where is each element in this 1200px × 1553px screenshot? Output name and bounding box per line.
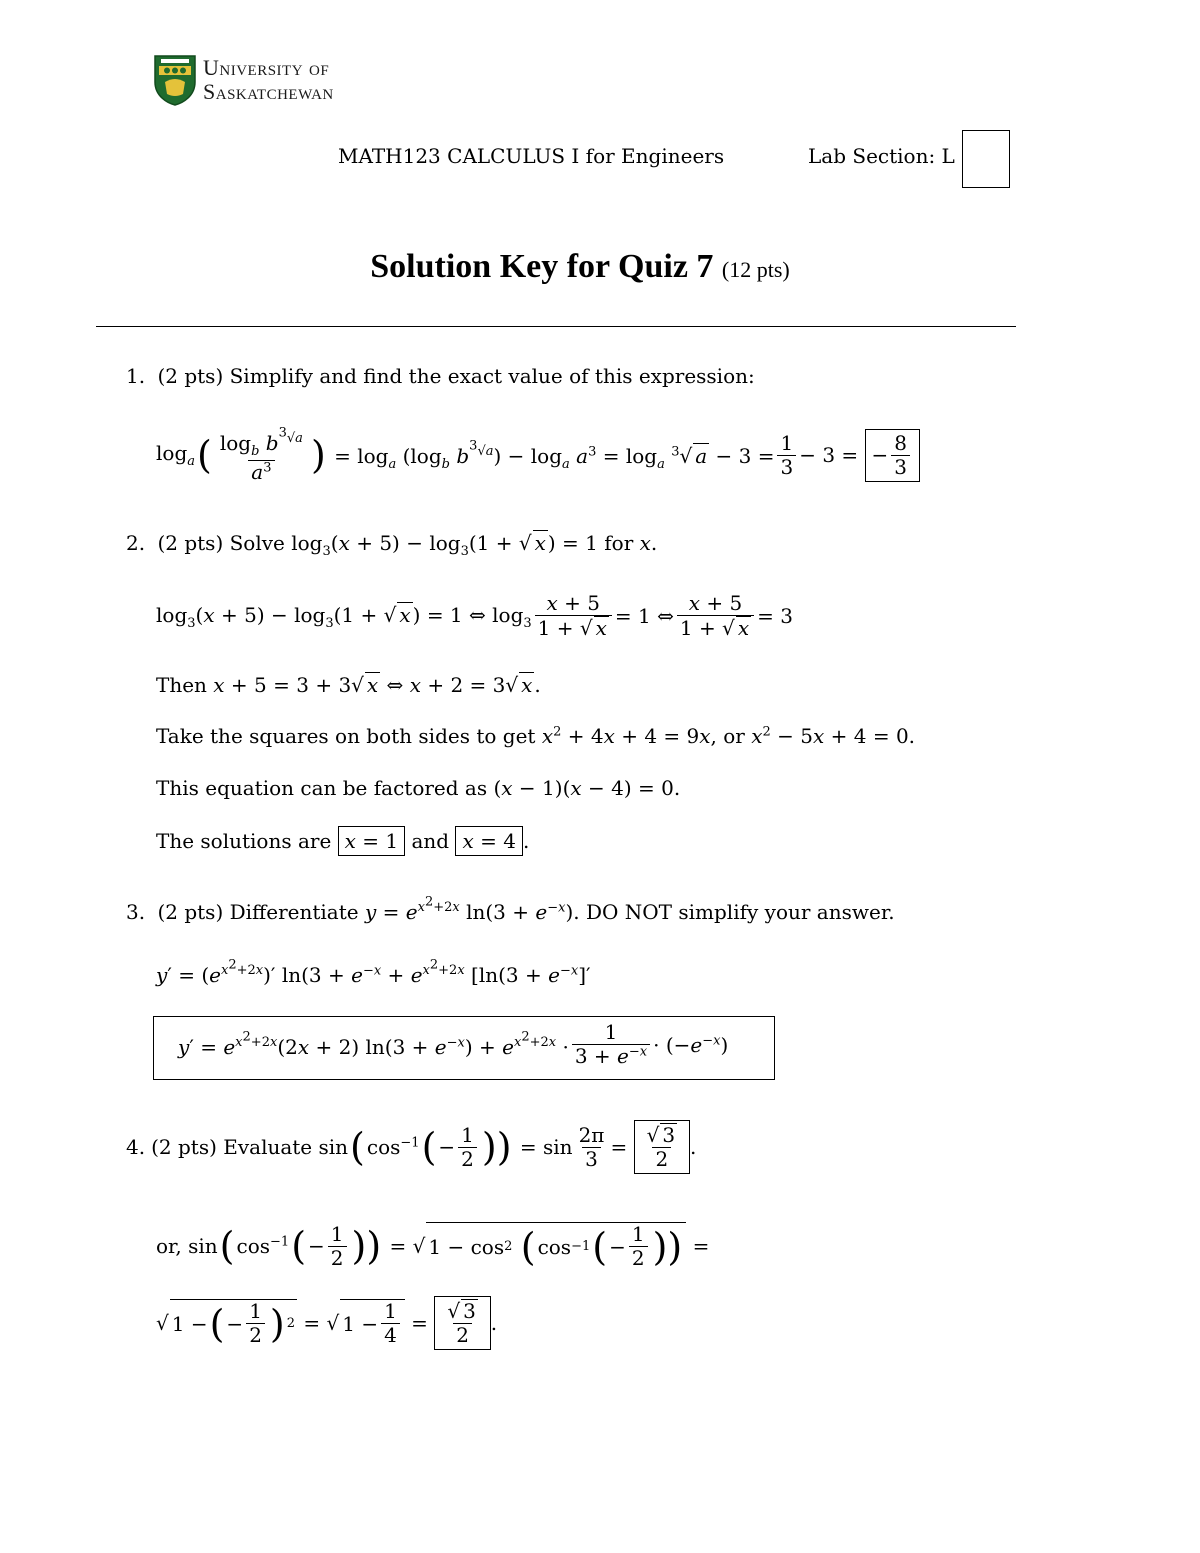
q3-prompt: 3. (2 pts) Differentiate $y = e^{x^2+2x}$ $\ln(3 + e^{-x})$. DO NOT simplify your answer. — [126, 895, 895, 924]
q2-step-2: Then x + 5 = 3 + 3√ x ⇔ x + 2 = 3√ x . — [156, 673, 541, 697]
q2-solutions: The solutions are x = 1 and x = 4 . — [156, 826, 529, 856]
q2-answer-box-2: x = 4 — [455, 826, 522, 856]
q4-answer-box-2: $\frac{√ 3}{2}$ — [434, 1296, 490, 1350]
q3-answer: $y' = e^{x^2+2x}(2x + 2) \ln(3 + e^{-x}) + e^{x^2+2x}$ · $\frac{1}{3 + e^{-x}}$ · $(-e^{-x})$ — [178, 1020, 729, 1068]
logo-line-1: University of — [203, 55, 330, 80]
logo-line-2: Saskatchewan — [203, 79, 334, 104]
q2-step-1: $\log_3(x + 5) - \log_3(1$ + √ x ) = 1 ⇔ $\log_3$ $\frac{x + 5}{1 + √ x}$ = 1 ⇔ $\frac{x + 5}{1 + √ x}$ = 3 — [156, 591, 793, 640]
q3-step-1: $y' = (e^{x^2+2x})'$ $\ln(3 + e^{-x} + e^{x^2+2x}$ [$\ln(3 + e^{-x}]'$ — [156, 958, 591, 987]
title-divider — [96, 326, 1016, 327]
title-main: Solution Key for Quiz 7 — [370, 248, 714, 285]
course-title: MATH123 CALCULUS I for Engineers — [338, 144, 725, 168]
q4-answer-box-1: $\frac{√ 3}{2}$ — [634, 1120, 690, 1174]
q1-solution: $\log_a$ ( $\frac{\log_b b^{^3√a}}{a^3}$ ) = $\log_a (\log_b$ $b^{^3√a}) - \log_a a^3 = \log_a ^3√$ a − 3 = $\frac{1}{3}$ − 3 = − $\frac{8}{3}$ — [156, 427, 920, 484]
q2-prompt: 2. (2 pts) Solve $\log_3(x + 5) - \log_3(1$ + √ x ) = 1 for x. — [126, 531, 658, 559]
q4-alt-step-2: √ 1 − ( − $\frac{1}{2}$ ) 2 = √ 1 − $\frac{1}{4}$ = $\frac{√ 3}{2}$ . — [156, 1296, 497, 1350]
lab-section-box[interactable] — [962, 130, 1010, 188]
q1-answer-box: − $\frac{8}{3}$ — [865, 429, 921, 482]
university-logo — [153, 54, 334, 106]
q2-answer-box-1: x = 1 — [338, 826, 405, 856]
q2-step-4: This equation can be factored as (x − 1)(x − 4) = 0. — [156, 776, 681, 800]
q4-prompt: 4. (2 pts) Evaluate sin ( $\cos^{-1}$ ( − $\frac{1}{2}$ )) = sin $\frac{2\pi}{3}$ = $\frac{√ 3}{2}$ . — [126, 1120, 696, 1174]
q4-alt-step-1: or, sin ( $\cos^{-1}$ ( − $\frac{1}{2}$ )) = √ 1 − cos 2 ( cos −1 ( − $\frac{1}{2}$ )) = — [156, 1221, 710, 1270]
lab-section-label: Lab Section: L — [808, 144, 955, 168]
university-crest-icon — [153, 54, 197, 106]
title-points: (12 pts) — [721, 257, 790, 282]
page-title — [0, 248, 1160, 286]
q1-prompt: 1. (2 pts) Simplify and find the exact value of this expression: — [126, 364, 755, 388]
q2-step-3: Take the squares on both sides to get $x^2 + 4x + 4 = 9x$, or $x^2 - 5x + 4 = 0$. — [156, 724, 916, 748]
